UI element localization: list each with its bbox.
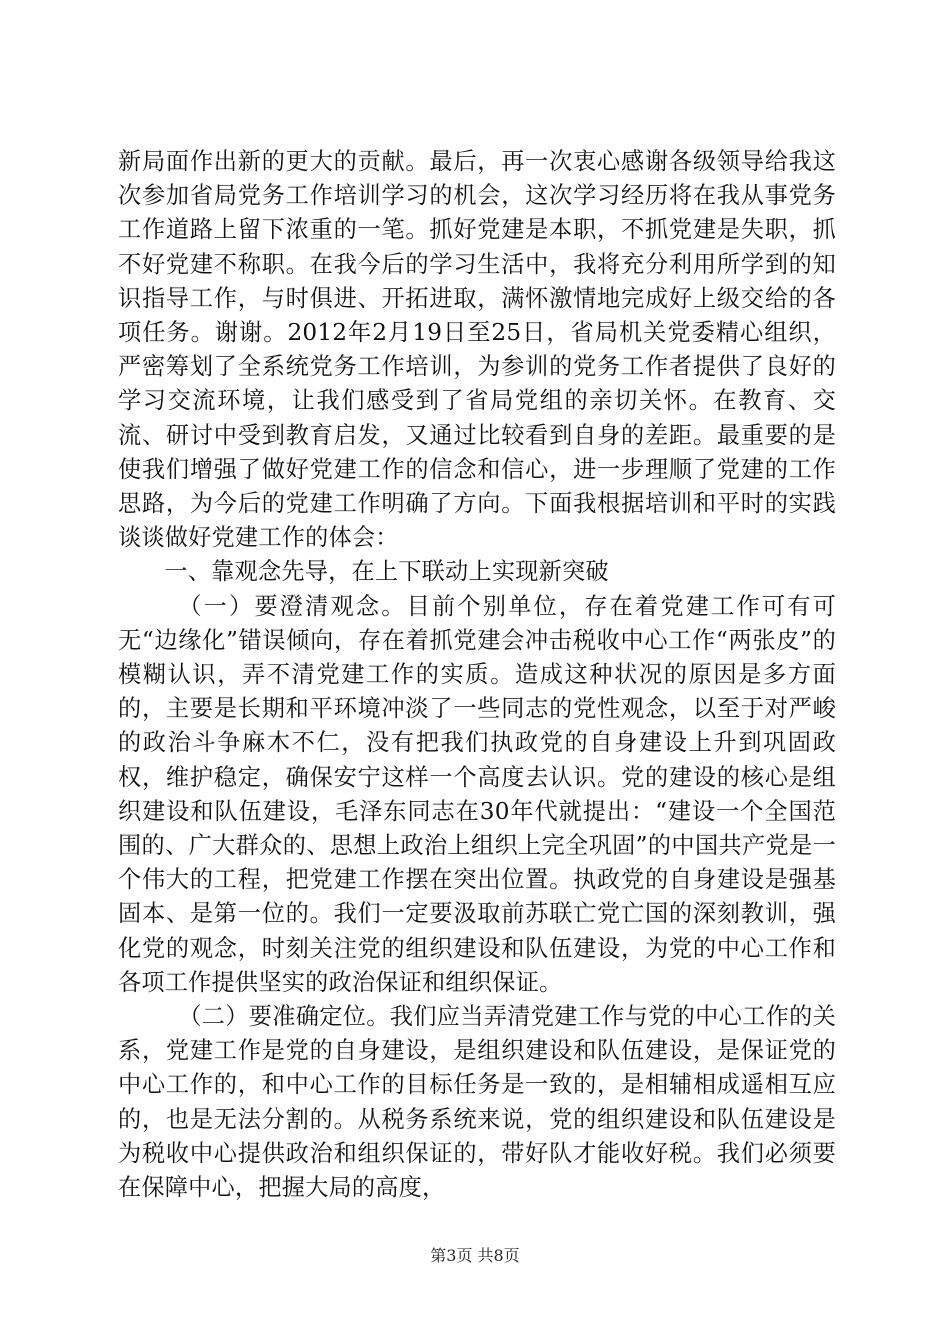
paragraph-1: 新局面作出新的更大的贡献。最后，再一次衷心感谢各级领导给我这次参加省局党务工作培训学习的机会，这次学习经历将在我从事党务工作道路上留下浓重的一笔。抓好党建是本职，不抓党建是失职，抓不好党建不称职。在我今后的学习生活中，我将充分利用所学到的知识指导工作，与时俱进、开拓进取，满怀激情地完成好上级交给的各项任务。谢谢。2012年2月19日至25日，省局机关党委精心组织，严密筹划了全系统党务工作培训，为参训的党务工作者提供了良好的学习交流环境，让我们感受到了省局党组的亲切关怀。在教育、交流、研讨中受到教育启发，又通过比较看到自身的差距。最重要的是使我们增强了做好党建工作的信念和信心，进一步理顺了党建的工作思路，为今后的党建工作明确了方向。下面我根据培训和平时的实践谈谈做好党建工作的体会：	[118, 148, 836, 552]
section-heading: 一、靠观念先导，在上下联动上实现新突破	[164, 558, 609, 586]
page-footer: 第3页 共8页	[430, 1246, 520, 1265]
document-body	[118, 145, 836, 1205]
paragraph-3: （二）要准确定位。我们应当弄清党建工作与党的中心工作的关系，党建工作是党的自身建设，是组织建设和队伍建设，是保证党的中心工作的，和中心工作的目标任务是一致的，是相辅相成遥相互应的，也是无法分割的。从税务系统来说，党的组织建设和队伍建设是为税收中心提供政治和组织保证的，带好队才能收好税。我们必须要在保障中心，把握大局的高度，	[118, 1003, 836, 1202]
paragraph-2: （一）要澄清观念。目前个别单位，存在着党建工作可有可无“边缘化”错误倾向，存在着抓党建会冲击税收中心工作“两张皮”的模糊认识，弄不清党建工作的实质。造成这种状况的原因是多方面的，主要是长期和平环境冲淡了一些同志的党性观念，以至于对严峻的政治斗争麻木不仁，没有把我们执政党的自身建设上升到巩固政权，维护稳定，确保安宁这样一个高度去认识。党的建设的核心是组织建设和队伍建设，毛泽东同志在30年代就提出：“建设一个全国范围的、广大群众的、思想上政治上组织上完全巩固”的中国共产党是一个伟大的工程，把党建工作摆在突出位置。执政党的自身建设是强基固本、是第一位的。我们一定要汲取前苏联亡党亡国的深刻教训，强化党的观念，时刻关注党的组织建设和队伍建设，为党的中心工作和各项工作提供坚实的政治保证和组织保证。	[118, 592, 836, 996]
